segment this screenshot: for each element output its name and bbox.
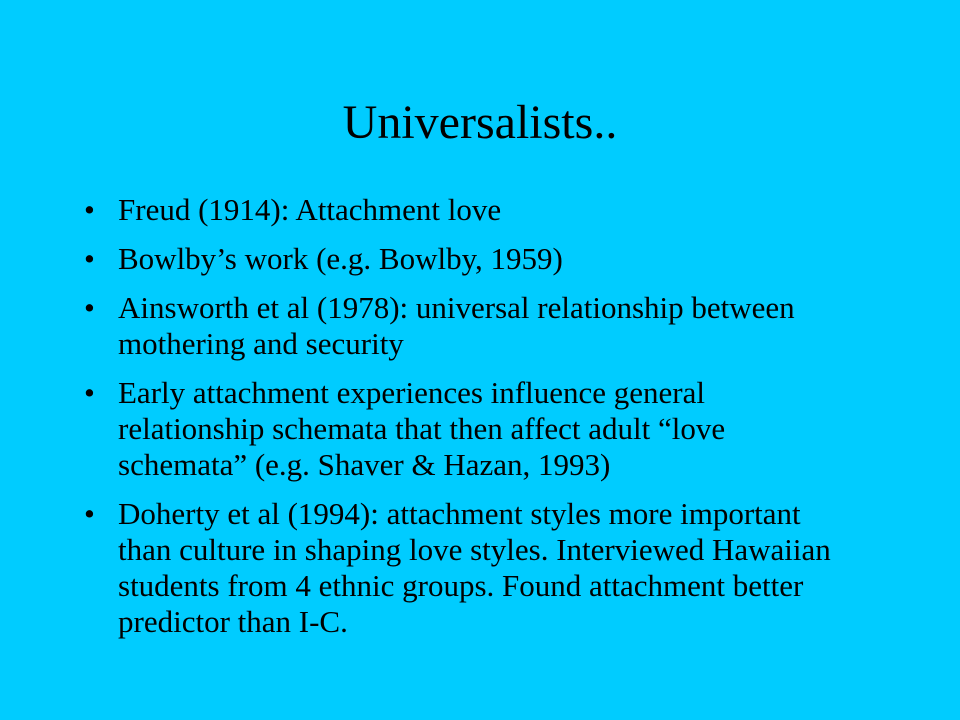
slide-title: Universalists.. bbox=[342, 96, 618, 149]
bullet-text: Freud (1914): Attachment love bbox=[118, 192, 502, 227]
bullet-icon: • bbox=[84, 375, 95, 410]
bullet-text: Bowlby’s work (e.g. Bowlby, 1959) bbox=[118, 241, 563, 276]
bullet-item-early-attachment bbox=[84, 375, 844, 483]
bullet-item-ainsworth bbox=[84, 290, 844, 362]
bullet-icon: • bbox=[84, 496, 95, 531]
bullet-icon: • bbox=[84, 290, 95, 325]
bullet-icon: • bbox=[84, 241, 95, 276]
bullet-list bbox=[84, 192, 844, 653]
bullet-item-freud bbox=[84, 192, 844, 228]
bullet-item-doherty bbox=[84, 496, 844, 640]
bullet-item-bowlby bbox=[84, 241, 844, 277]
bullet-text: Early attachment experiences influence general relationship schemata that then affect adult “love schemata” (e.g. Shaver & Hazan, 1993) bbox=[118, 375, 726, 482]
bullet-text: Doherty et al (1994): attachment styles more important than culture in shaping love styles. Interviewed Hawaiian students from 4 ethnic groups. Found attachment better predictor than I-C. bbox=[118, 496, 831, 639]
bullet-text: Ainsworth et al (1978): universal relationship between mothering and security bbox=[118, 290, 795, 361]
bullet-icon: • bbox=[84, 192, 95, 227]
